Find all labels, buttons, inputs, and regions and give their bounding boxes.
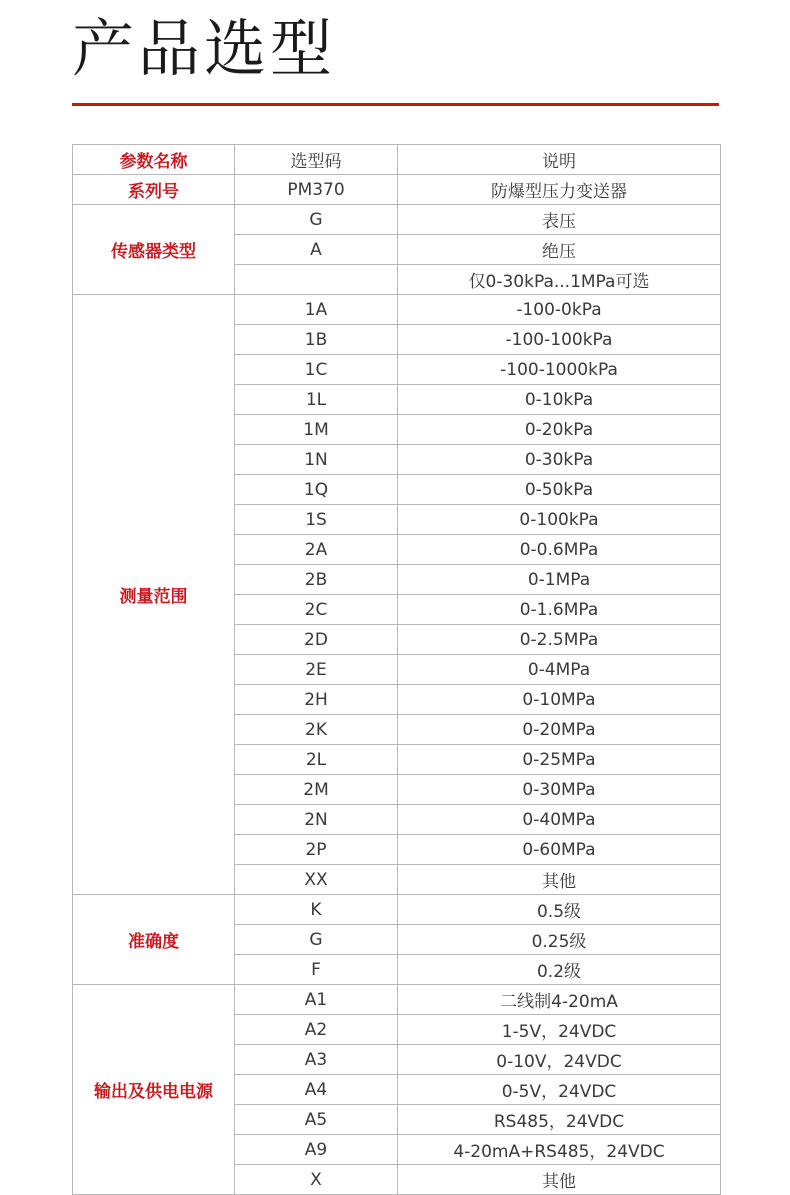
selection-table (72, 144, 721, 1195)
description-cell: 0-20kPa (398, 415, 721, 445)
group-name-cell: 传感器类型 (73, 205, 235, 295)
code-cell: G (235, 925, 398, 955)
code-cell (235, 265, 398, 295)
description-cell: RS485，24VDC (398, 1105, 721, 1135)
selection-table-body (73, 145, 721, 1195)
description-cell: 0.25级 (398, 925, 721, 955)
description-cell: 0-1MPa (398, 565, 721, 595)
description-cell: 0-40MPa (398, 805, 721, 835)
code-cell: XX (235, 865, 398, 895)
code-cell: 2L (235, 745, 398, 775)
description-cell: 0-10kPa (398, 385, 721, 415)
code-cell: 2D (235, 625, 398, 655)
description-cell: 0-2.5MPa (398, 625, 721, 655)
description-cell: 仅0-30kPa...1MPa可选 (398, 265, 721, 295)
description-cell: 0-10V，24VDC (398, 1045, 721, 1075)
description-cell: 表压 (398, 205, 721, 235)
code-cell: A3 (235, 1045, 398, 1075)
code-cell: 2C (235, 595, 398, 625)
code-cell: 1N (235, 445, 398, 475)
description-cell: 0-30kPa (398, 445, 721, 475)
title-divider (72, 103, 719, 106)
code-cell: 2P (235, 835, 398, 865)
code-cell: 1S (235, 505, 398, 535)
code-cell: A1 (235, 985, 398, 1015)
group-name-cell: 系列号 (73, 175, 235, 205)
table-row (73, 985, 721, 1015)
code-cell: A (235, 235, 398, 265)
code-cell: 1B (235, 325, 398, 355)
page-title: 产品选型 (72, 12, 337, 85)
code-cell: 2K (235, 715, 398, 745)
description-cell: 二线制4-20mA (398, 985, 721, 1015)
description-cell: 其他 (398, 865, 721, 895)
code-cell: PM370 (235, 175, 398, 205)
description-cell: 0-25MPa (398, 745, 721, 775)
code-cell: K (235, 895, 398, 925)
table-header-row (73, 145, 721, 175)
description-cell: 绝压 (398, 235, 721, 265)
group-name-cell: 准确度 (73, 895, 235, 985)
code-cell: 2E (235, 655, 398, 685)
table-row (73, 295, 721, 325)
table-row (73, 895, 721, 925)
code-cell: 1A (235, 295, 398, 325)
description-cell: -100-1000kPa (398, 355, 721, 385)
code-cell: 1L (235, 385, 398, 415)
description-cell: 0-0.6MPa (398, 535, 721, 565)
code-cell: A5 (235, 1105, 398, 1135)
code-cell: 1Q (235, 475, 398, 505)
code-cell: 2M (235, 775, 398, 805)
table-row (73, 175, 721, 205)
description-cell: 防爆型压力变送器 (398, 175, 721, 205)
code-cell: A2 (235, 1015, 398, 1045)
code-cell: 2B (235, 565, 398, 595)
description-cell: -100-100kPa (398, 325, 721, 355)
code-cell: 1M (235, 415, 398, 445)
description-cell: 0-5V，24VDC (398, 1075, 721, 1105)
description-cell: 其他 (398, 1165, 721, 1195)
header-code: 选型码 (235, 145, 398, 175)
description-cell: 0.2级 (398, 955, 721, 985)
code-cell: 2H (235, 685, 398, 715)
description-cell: 0-100kPa (398, 505, 721, 535)
group-name-cell: 输出及供电电源 (73, 985, 235, 1195)
header-param-name: 参数名称 (73, 145, 235, 175)
description-cell: 0-10MPa (398, 685, 721, 715)
table-row (73, 205, 721, 235)
description-cell: 0.5级 (398, 895, 721, 925)
code-cell: F (235, 955, 398, 985)
description-cell: 0-1.6MPa (398, 595, 721, 625)
code-cell: G (235, 205, 398, 235)
code-cell: A9 (235, 1135, 398, 1165)
code-cell: 2N (235, 805, 398, 835)
description-cell: 0-50kPa (398, 475, 721, 505)
description-cell: 4-20mA+RS485，24VDC (398, 1135, 721, 1165)
header-description: 说明 (398, 145, 721, 175)
group-name-cell: 测量范围 (73, 295, 235, 895)
code-cell: 2A (235, 535, 398, 565)
description-cell: 0-4MPa (398, 655, 721, 685)
description-cell: 0-30MPa (398, 775, 721, 805)
code-cell: X (235, 1165, 398, 1195)
description-cell: -100-0kPa (398, 295, 721, 325)
description-cell: 1-5V，24VDC (398, 1015, 721, 1045)
code-cell: A4 (235, 1075, 398, 1105)
description-cell: 0-60MPa (398, 835, 721, 865)
code-cell: 1C (235, 355, 398, 385)
description-cell: 0-20MPa (398, 715, 721, 745)
